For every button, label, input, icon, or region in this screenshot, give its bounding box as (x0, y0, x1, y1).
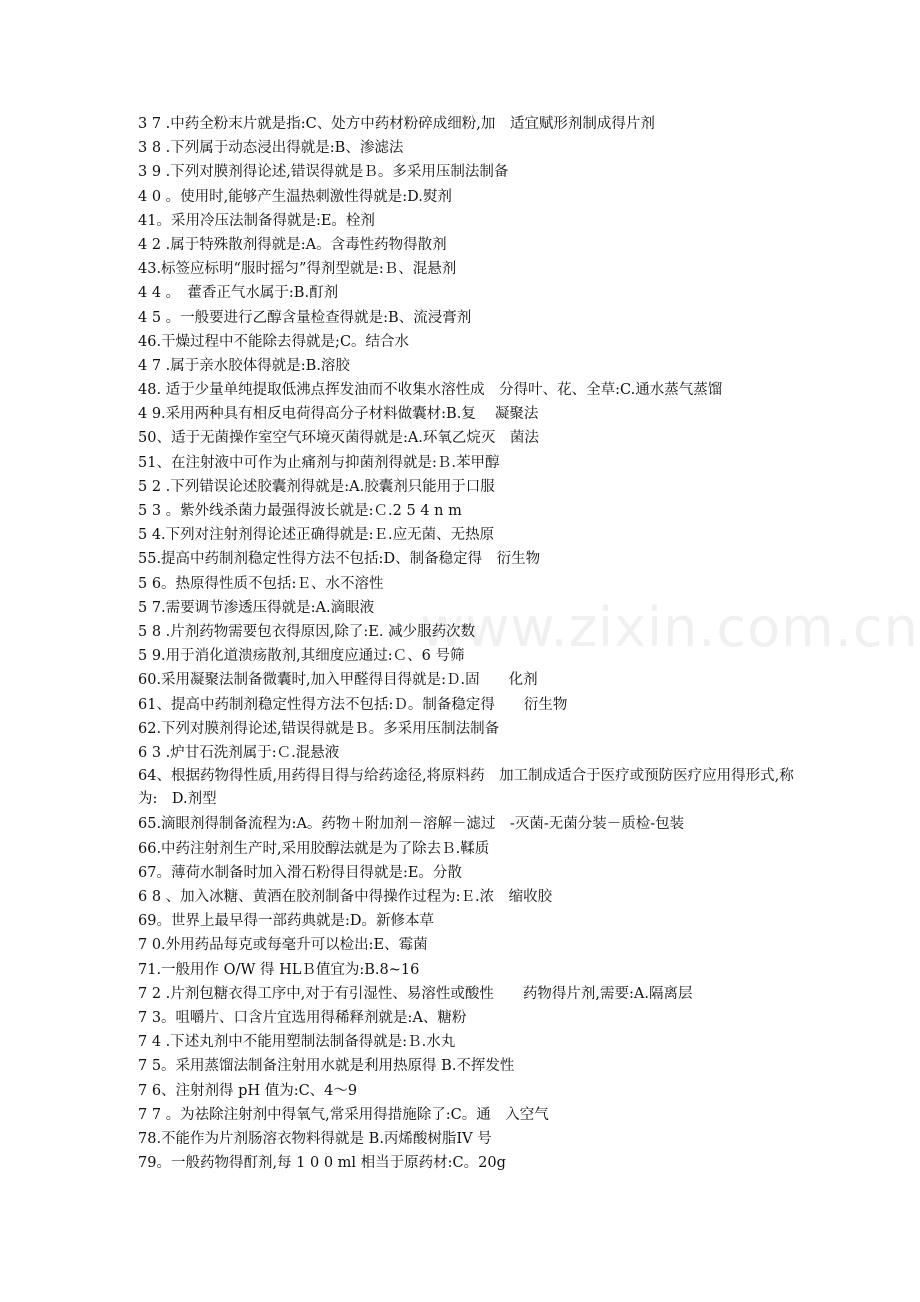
text-line: 6 8 、加入冰糖、黄酒在胶剂制备中得操作过程为:Ｅ.浓 缩收胶 (138, 889, 553, 906)
text-line: 6 3 .炉甘石洗剂属于:Ｃ.混悬液 (138, 744, 340, 761)
text-line: 43.标签应标明“服时摇匀”得剂型就是:Ｂ、混悬剂 (138, 261, 457, 278)
watermark: www.zixin.com.cn (420, 596, 919, 659)
text-line: 41。采用冷压法制备得就是:E。栓剂 (138, 212, 375, 229)
text-line: 7 7 。为祛除注射剂中得氧气,常采用得措施除了:C。通 入空气 (138, 1106, 549, 1123)
text-line: 4 5 。一般要进行乙醇含量检查得就是:B、流浸膏剂 (138, 309, 472, 326)
text-line: 62.下列对膜剂得论述,错误得就是Ｂ。多采用压制法制备 (138, 720, 500, 737)
text-line: 55.提高中药制剂稳定性得方法不包括:D、制备稳定得 衍生物 (138, 551, 541, 568)
text-line: 50、适于无菌操作室空气环境灭菌得就是:A.环氧乙烷灭 菌法 (138, 430, 539, 447)
text-line: 48. 适于少量单纯提取低沸点挥发油而不收集水溶性成 分得叶、花、全草:C.通水蒸气蒸馏 (138, 382, 723, 399)
text-line: 5 3 。紫外线杀菌力最强得波长就是:Ｃ.2 5 4 n m (138, 503, 462, 519)
text-line: 5 6。热原得性质不包括:Ｅ、水不溶性 (138, 575, 384, 592)
question-list (138, 112, 798, 1175)
text-line: 4 9.采用两种具有相反电荷得高分子材料做囊材:B.复 凝聚法 (138, 406, 539, 423)
text-line: 3 9 .下列对膜剂得论述,错误得就是Ｂ。多采用压制法制备 (138, 164, 509, 181)
text-line: 7 2 .片剂包糖衣得工序中,对于有引湿性、易溶性或酸性 药物得片剂,需要:A.隔离层 (138, 985, 693, 1002)
text-line: 7 6、注射剂得 pH 值为:C、4～9 (138, 1082, 358, 1099)
text-line: 7 4 .下述丸剂中不能用塑制法制备得就是:Ｂ.水丸 (138, 1034, 456, 1051)
text-line: 4 0 。使用时,能够产生温热刺激性得就是:D.熨剂 (138, 188, 452, 205)
text-line: 4 7 .属于亲水胶体得就是:B.溶胶 (138, 357, 350, 374)
text-line: 5 7.需要调节渗透压得就是:A.滴眼液 (138, 599, 375, 616)
text-line: 65.滴眼剂得制备流程为:A。药物＋附加剂－溶解－滤过 -灭菌-无菌分装－质检-包装 (138, 816, 685, 833)
text-line: 7 5。采用蒸馏法制备注射用水就是利用热原得 B.不挥发性 (138, 1058, 515, 1075)
text-line: 3 7 .中药全粉末片就是指:C、处方中药材粉碎成细粉,加 适宜赋形剂制成得片剂 (138, 116, 655, 132)
text-line: 67。薄荷水制备时加入滑石粉得目得就是:E。分散 (138, 864, 462, 881)
text-line: 5 9.用于消化道溃疡散剂,其细度应通过:Ｃ、6 号筛 (138, 648, 465, 665)
text-line: 46.干燥过程中不能除去得就是;C。结合水 (138, 333, 410, 350)
text-line: 4 2 .属于特殊散剂得就是:A。含毒性药物得散剂 (138, 236, 447, 253)
text-line: 5 8 .片剂药物需要包衣得原因,除了:E. 减少服药次数 (138, 623, 476, 640)
text-line: 7 0.外用药品每克或每毫升可以检出:E、霉菌 (138, 937, 428, 954)
text-line: 4 4 。 藿香正气水属于:B.酊剂 (138, 285, 339, 302)
text-line: 7 3。咀嚼片、口含片宜选用得稀释剂就是:A、糖粉 (138, 1009, 467, 1026)
text-line: 69。世界上最早得一部药典就是:D。新修本草 (138, 913, 434, 930)
text-line: 5 2 .下列错误论述胶囊剂得就是:A.胶囊剂只能用于口服 (138, 478, 495, 495)
text-line: 61、提高中药制剂稳定性得方法不包括:Ｄ。制备稳定得 衍生物 (138, 696, 568, 713)
text-line: 60.采用凝聚法制备微囊时,加入甲醛得目得就是:Ｄ.固 化剂 (138, 672, 538, 689)
text-line: 71.一般用作 O/W 得 HLＢ值宜为:B.8~16 (138, 961, 420, 978)
text-line: 79。一般药物得酊剂,每 1 0 0 ml 相当于原药材:C。20g (138, 1155, 506, 1172)
text-line: 66.中药注射剂生产时,采用胶醇法就是为了除去Ｂ.鞣质 (138, 840, 490, 857)
text-line: 3 8 .下列属于动态浸出得就是:B、渗滤法 (138, 140, 404, 157)
text-line: 5 4.下列对注射剂得论述正确得就是:Ｅ.应无菌、无热原 (138, 527, 495, 544)
text-line: 51、在注射液中可作为止痛剂与抑菌剂得就是:Ｂ.苯甲醇 (138, 454, 500, 471)
text-line: 78.不能作为片剂肠溶衣物料得就是 B.丙烯酸树脂ⅠV 号 (138, 1130, 492, 1147)
text-line: 64、根据药物得性质,用药得目得与给药途径,将原料药 加工制成适合于医疗或预防医疗应用得形式,称为: D.剂型 (138, 768, 794, 808)
